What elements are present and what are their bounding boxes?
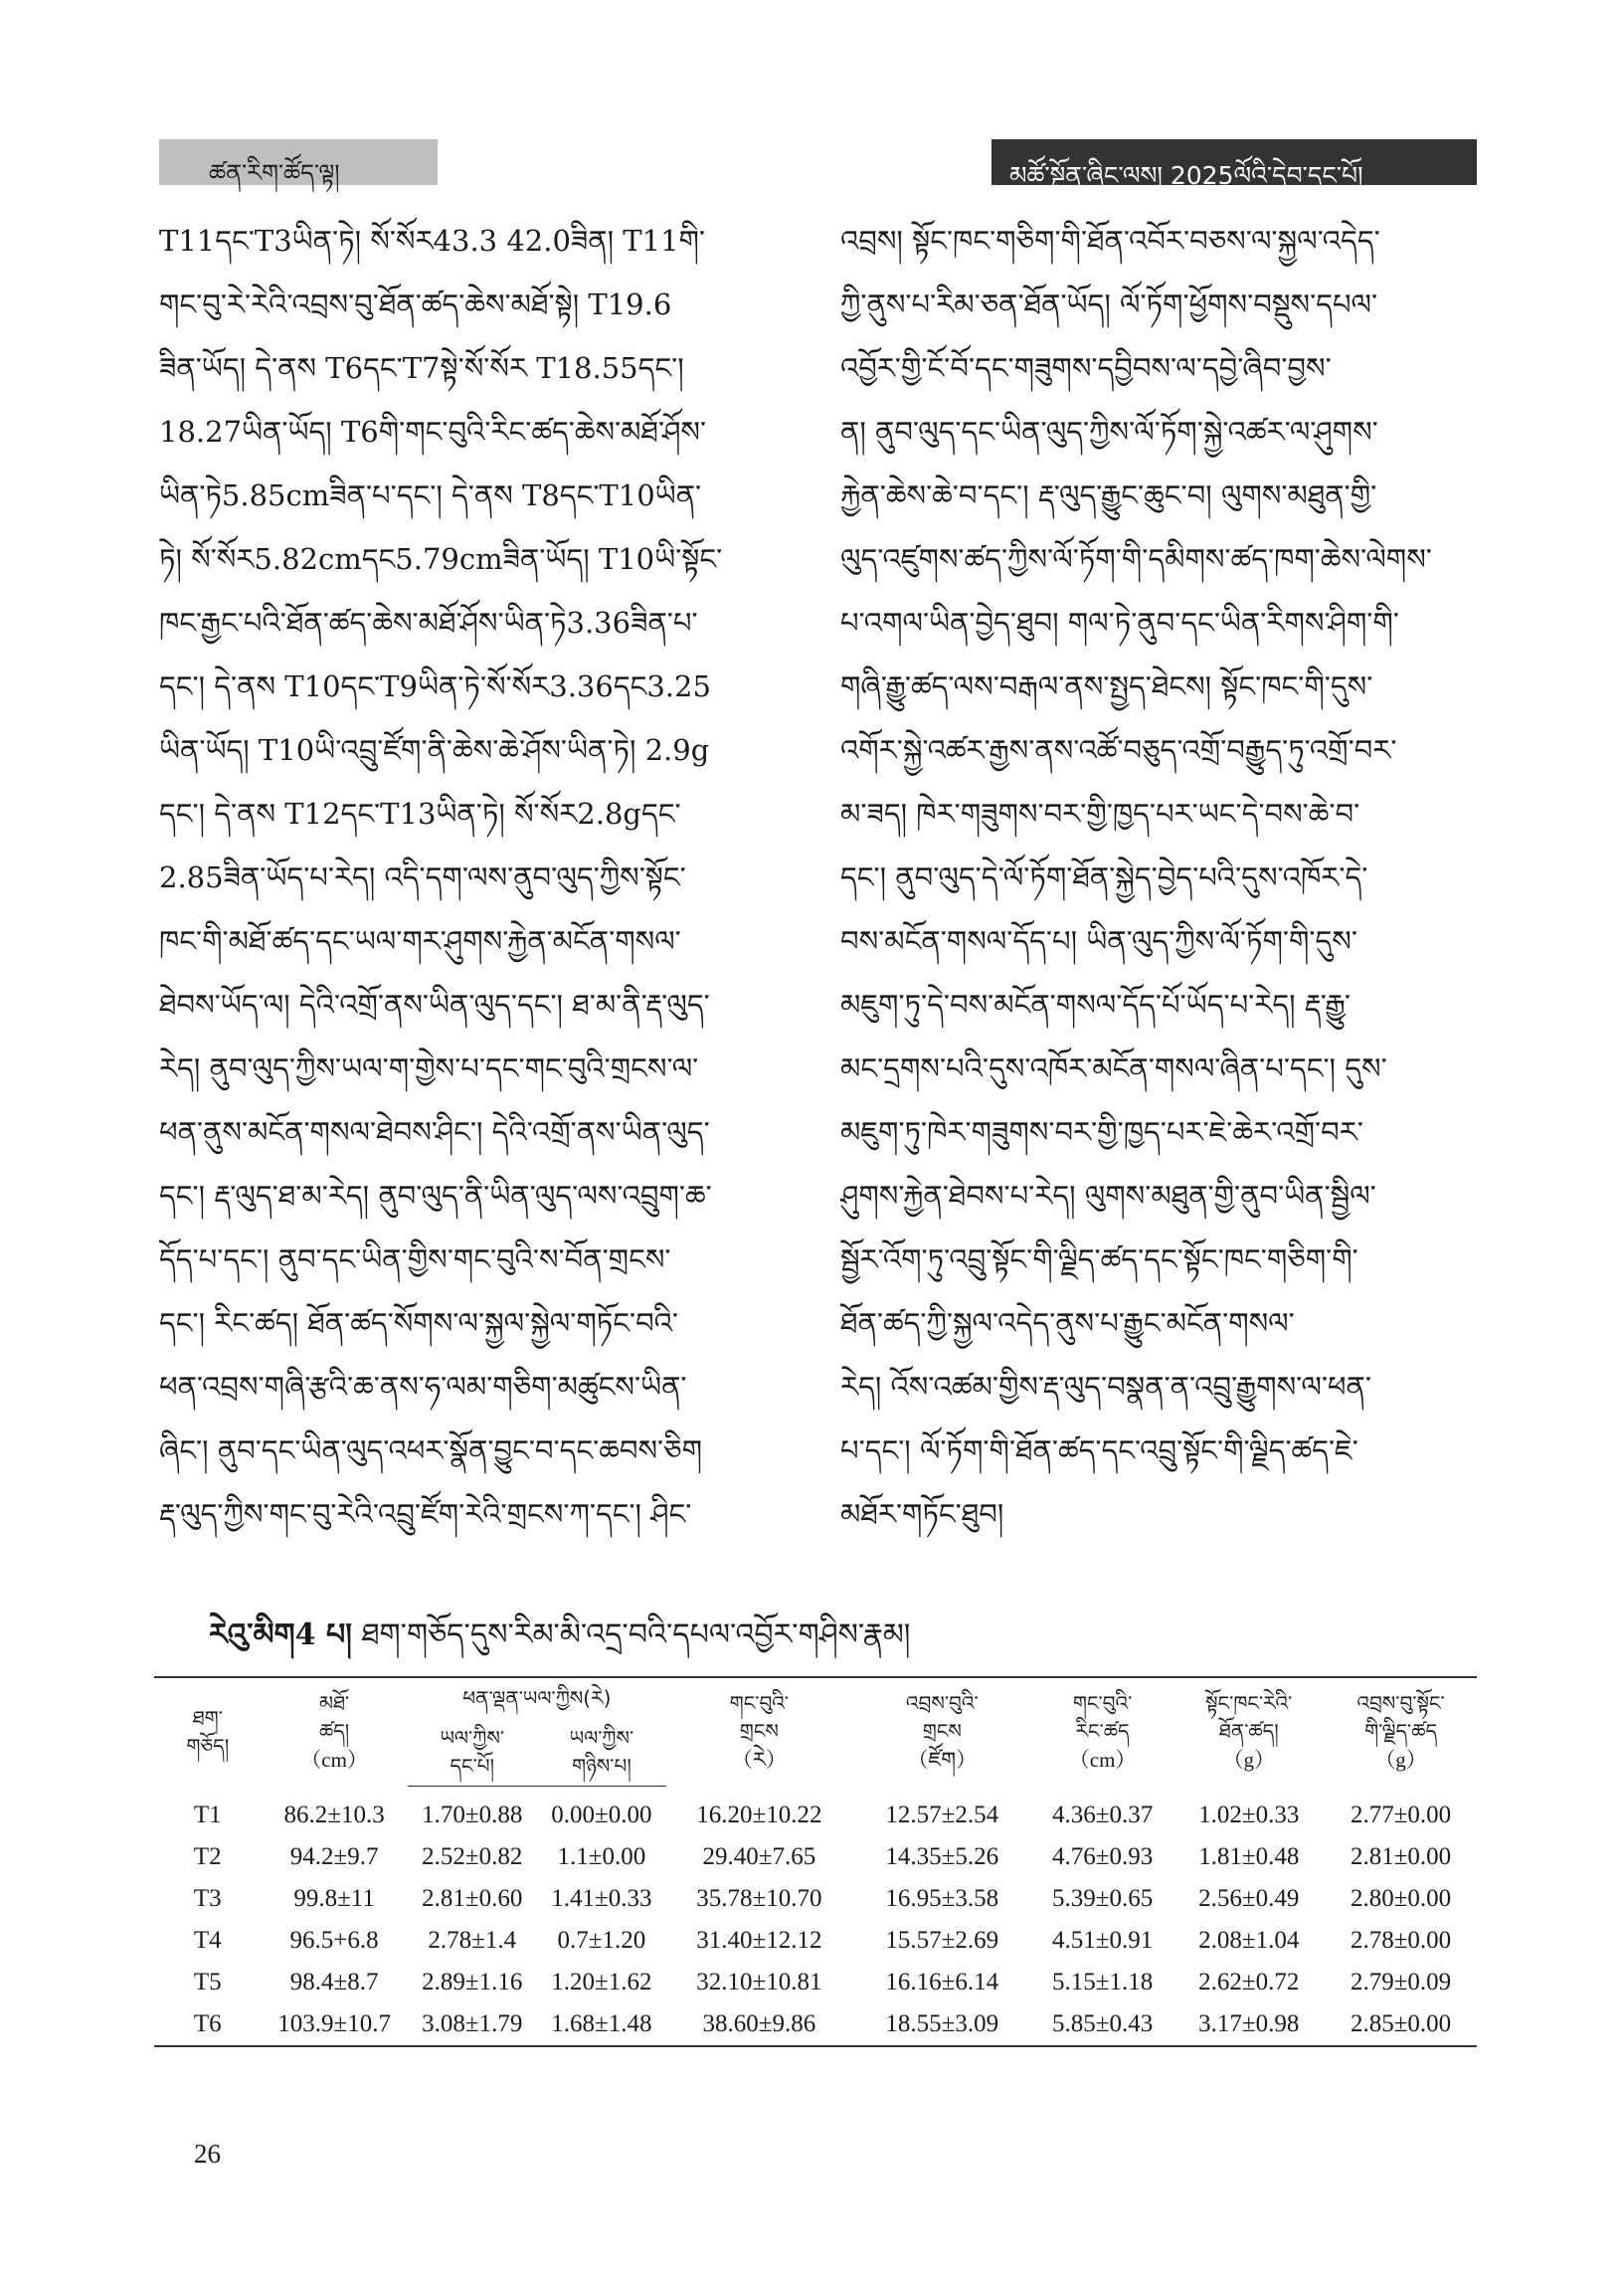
table-cell: 14.35±5.26	[885, 1843, 999, 1870]
text-line: ན། ནུབ་ལུད་དང་ཡིན་ལུད་ཀྱིས་ལོ་ཏོག་སྐྱེ་འཚར་ལ་ཤུགས་	[840, 415, 1378, 449]
table-row	[154, 1920, 1477, 1962]
text-line: ཟིན་ཡོད། དེ་ནས T6དང་T7སྟེ་སོ་སོར T18.55དང་།	[159, 351, 684, 385]
table-cell: 2.78±0.00	[1350, 1927, 1452, 1954]
text-line: མཇུག་ཏུ་དེ་བས་མངོན་གསལ་དོད་པོ་ཡོད་པ་རེད། རྡ་རྒྱུ་	[840, 988, 1351, 1022]
header-branch-secondary: ཡལ་ཀྱིས་ གཉིས་པ།	[537, 1718, 666, 1787]
table-cell: 5.15±1.18	[1051, 1969, 1154, 1995]
header-branch-primary: ཡལ་ཀྱིས་ དང་པོ།	[408, 1718, 537, 1787]
table-cell: 98.4±8.7	[289, 1969, 379, 1995]
table-cell: 2.81±0.60	[422, 1885, 523, 1912]
table-cell: 16.20±10.22	[696, 1801, 822, 1828]
table-cell: 3.08±1.79	[408, 2003, 537, 2046]
text-line: རེད། འོས་འཚམ་གྱིས་རྡ་ལུད་བསྣན་ན་འབྲུ་རྒྱུགས་ལ་ཕན་	[840, 1370, 1371, 1404]
text-line: མ་ཟད། ཁེར་གཟུགས་བར་གྱི་ཁྱད་པར་ཡང་དེ་བས་ཆེ་བ་	[840, 797, 1360, 831]
table-cell: 2.80±0.00	[1350, 1885, 1452, 1912]
text-line: 2.85ཟིན་ཡོད་པ་རེད། འདི་དག་ལས་ནུབ་ལུད་ཀྱིས་སྟོང་	[159, 860, 686, 894]
text-line: མཇུག་ཏུ་ཁེར་གཟུགས་བར་གྱི་ཁྱད་པར་ཇེ་ཆེར་འགྲོ་བར་	[840, 1115, 1363, 1149]
text-line: གང་བུ་རེ་རེའི་འབྲས་བུ་ཐོན་ཚད་ཆེས་མཐོ་སྟེ། T19.6	[159, 287, 672, 321]
header-weight: འབྲས་བུ་སྟོང་ གི་ལྗིད་ཚད （g）	[1325, 1677, 1477, 1787]
table-cell: 35.78±10.70	[696, 1885, 822, 1912]
text-line: ཕན་ནུས་མངོན་གསལ་ཐེབས་ཤིང་། དེའི་འགྲོ་ནས་ཡིན་ལུད་	[159, 1115, 710, 1149]
table-caption-label: རེའུ་མིག4 པ།	[209, 1617, 352, 1652]
text-line: པ་དང་། ལོ་ཏོག་གི་ཐོན་ཚད་དང་འབྲུ་སྟོང་གི་ལྗིད་ཚད་ཇེ་	[840, 1433, 1358, 1467]
table-cell: 1.68±1.48	[537, 2003, 666, 2046]
text-line: དང་། རིང་ཚད། ཐོན་ཚད་སོགས་ལ་སྐྱལ་སྐྱེལ་གཏོང་བའི་	[159, 1306, 679, 1340]
table-cell: T3	[193, 1885, 222, 1912]
table-cell: 86.2±10.3	[283, 1801, 385, 1828]
table-row	[154, 1878, 1477, 1920]
text-line: ཁང་གི་མཐོ་ཚད་དང་ཡལ་གར་ཤུགས་རྐྱེན་མངོན་གསལ་	[159, 924, 681, 958]
table-cell: 4.51±0.91	[1051, 1927, 1154, 1954]
table-cell: 5.85±0.43	[1032, 2003, 1173, 2046]
header-section-label	[159, 139, 438, 185]
text-line: དང་། རྡ་ལུད་ཐ་མ་རེད། ནུབ་ལུད་ནི་ཡིན་ལུད་ལས་འབྲུག་ཆ་	[159, 1179, 712, 1213]
text-line: འབྱོར་གྱི་ངོ་བོ་དང་གཟུགས་དབྱིབས་ལ་དབྱེ་ཞིབ་བྱས་	[840, 351, 1332, 385]
text-line: པ་འགལ་ཡིན་བྱེད་ཐུབ། གལ་ཏེ་ནུབ་དང་ཡིན་རིགས་ཤིག་གི་	[840, 606, 1399, 640]
text-line: ལུད་འཛུགས་ཚད་ཀྱིས་ལོ་ཏོག་གི་དམིགས་ཚད་ཁག་ཆེས་ལེགས་	[840, 542, 1432, 576]
text-line: དོད་པ་དང་། ནུབ་དང་ཡིན་གྱིས་གང་བུའི་ས་བོན་གྲངས་	[159, 1242, 671, 1276]
table-cell: 1.81±0.48	[1198, 1843, 1300, 1870]
text-line: ཞིང་། ནུབ་དང་ཡིན་ལུད་འཕར་སྣོན་བྱུང་བ་དང་ཆབས་ཅིག	[159, 1433, 702, 1467]
text-line: ཐོན་ཚད་ཀྱི་སྐྱལ་འདེད་ནུས་པ་རྒྱུང་མངོན་གསལ་	[840, 1306, 1295, 1340]
right-text-column	[840, 209, 1477, 1546]
left-text-column	[159, 209, 796, 1546]
table-caption	[209, 1602, 910, 1685]
table-cell: 1.41±0.33	[551, 1885, 652, 1912]
header-pod-length: གང་བུའི་ རིང་ཚད （cm）	[1032, 1677, 1173, 1787]
table-row	[154, 1787, 1477, 1837]
table-cell: 2.85±0.00	[1325, 2003, 1477, 2046]
page-number: 26	[194, 2139, 221, 2169]
text-line: རྡ་ལུད་ཀྱིས་གང་བུ་རེའི་འབྲུ་ཛོག་རེའི་གྲངས་ཀ་དང་། ཤིང་	[159, 1497, 692, 1531]
results-table	[154, 1676, 1477, 2047]
text-line: མཐོར་གཏོང་ཐུབ།	[840, 1497, 1004, 1531]
table-cell: 1.02±0.33	[1198, 1801, 1300, 1828]
header-branch-group: ཕན་ལྡན་ཡལ་ཀྱིས(རེ)	[408, 1677, 666, 1718]
header-left-text: ཚན་རིག་ཚོད་ལྟ།	[209, 159, 340, 187]
header-yield: སྟོང་ཁང་རེའི་ ཐོན་ཚད། （g）	[1173, 1677, 1325, 1787]
text-line: ཏེ། སོ་སོར5.82cmདང5.79cmཟིན་ཡོད། T10ཡི་སྟོང་	[159, 542, 723, 576]
table-cell: T6	[154, 2003, 262, 2046]
text-line: དང་། དེ་ནས T10དང་T9ཡིན་ཏེ་སོ་སོར3.36དང3.25	[159, 669, 711, 703]
text-line: གཞི་རྒྱུ་ཚད་ལས་བརྒལ་ནས་སྤྱད་ཐེངས། སྟོང་ཁང་གི་དུས་	[840, 669, 1373, 703]
table-cell: 2.08±1.04	[1198, 1927, 1300, 1954]
header-journal-label	[992, 139, 1477, 190]
table-cell: T1	[193, 1801, 222, 1828]
table-cell: 3.17±0.98	[1173, 2003, 1325, 2046]
table-cell: 99.8±11	[293, 1885, 375, 1912]
table-cell: 12.57±2.54	[885, 1801, 999, 1828]
table-cell: 2.52±0.82	[422, 1843, 523, 1870]
text-line: མང་དྲགས་པའི་དུས་འཁོར་མངོན་གསལ་ཞིན་པ་དང་། དུས་	[840, 1051, 1387, 1085]
table-row	[154, 2003, 1477, 2046]
text-line: བས་མངོན་གསལ་དོད་པ། ཡིན་ལུད་ཀྱིས་ལོ་ཏོག་གི་དུས་	[840, 924, 1357, 958]
text-line: སྦྱོར་འོག་ཏུ་འབྲུ་སྟོང་གི་ལྗིད་ཚད་དང་སྟོང་ཁང་གཅིག་གི་	[840, 1242, 1358, 1276]
text-line: རྐྱེན་ཆེས་ཆེ་བ་དང་། རྡ་ལུད་རྒྱུང་ཆུང་བ། ལུགས་མཐུན་གྱི་	[840, 478, 1377, 512]
text-line: T11དང་T3ཡིན་ཏེ། སོ་སོར43.3 42.0ཟིན། T11གི་	[159, 224, 706, 258]
table-row	[154, 1962, 1477, 2003]
table-cell: 32.10±10.81	[696, 1969, 822, 1995]
table-cell: 0.7±1.20	[557, 1927, 646, 1954]
header-treatment: ཐག་ གཅོད།	[154, 1677, 262, 1787]
table-cell: T4	[193, 1927, 222, 1954]
text-line: འབྲས། སྟོང་ཁང་གཅིག་གི་ཐོན་འབོར་བཅས་ལ་སྐྱལ་འདེད་	[840, 224, 1380, 258]
text-line: དང་། ནུབ་ལུད་དེ་ལོ་ཏོག་ཐོན་སྐྱེད་བྱེད་པའི་དུས་འཁོར་དེ་	[840, 860, 1368, 894]
table-cell: 29.40±7.65	[702, 1843, 816, 1870]
table-cell: 2.81±0.00	[1350, 1843, 1452, 1870]
text-line: འགོར་སྐྱེ་འཚར་རྒྱས་ནས་འཚོ་བཅུད་འགྲོ་བརྒྱུད་ཏུ་འགྲོ་བར་	[840, 733, 1397, 767]
table-cell: 15.57±2.69	[885, 1927, 999, 1954]
text-line: དང་། དེ་ནས T12དང་T13ཡིན་ཏེ། སོ་སོར2.8gདང་	[159, 797, 681, 831]
text-line: ཕན་འབྲས་གཞི་རྩའི་ཆ་ནས་ཧ་ལམ་གཅིག་མཚུངས་ཡིན་	[159, 1370, 687, 1404]
table-caption-text: ཐག་གཅོད་དུས་རིམ་མི་འདྲ་བའི་དཔལ་འབྱོར་གཤིས་རྣམ།	[361, 1617, 911, 1652]
table-cell: 4.76±0.93	[1051, 1843, 1154, 1870]
table-cell: 2.56±0.49	[1198, 1885, 1300, 1912]
table-cell: 31.40±12.12	[696, 1927, 822, 1954]
header-height: མཐོ་ ཚད། （cm）	[262, 1677, 408, 1787]
text-line: ཡིན་ཏེ5.85cmཟིན་པ་དང་། དེ་ནས T8དང་T10ཡིན་	[159, 478, 702, 512]
text-line: ཐེབས་ཡོད་ལ། དེའི་འགྲོ་ནས་ཡིན་ལུད་དང་། ཐ་མ་ནི་རྡ་ལུད་	[159, 988, 710, 1022]
table-cell: 16.16±6.14	[885, 1969, 999, 1995]
text-line: ཀྱི་ནུས་པ་རིམ་ཅན་ཐོན་ཡོད། ལོ་ཏོག་ཕྱོགས་བསྡུས་དཔལ་	[840, 287, 1378, 321]
table-cell: 0.00±0.00	[551, 1802, 652, 1828]
table-cell: 1.1±0.00	[557, 1843, 646, 1870]
table-cell: 103.9±10.7	[262, 2003, 408, 2046]
table-cell: 16.95±3.58	[885, 1885, 999, 1912]
text-line: རེད། ནུབ་ལུད་ཀྱིས་ཡལ་ག་གྱེས་པ་དང་གང་བུའི་གྲངས་ལ་	[159, 1051, 699, 1085]
table-cell: 38.60±9.86	[666, 2003, 852, 2046]
table-cell: 2.79±0.09	[1350, 1969, 1452, 1995]
table-cell: 5.39±0.65	[1051, 1885, 1154, 1912]
text-line: ཡིན་ཡོད། T10ཡི་འབྲུ་ཛོག་ནི་ཆེས་ཆེ་ཤོས་ཡིན་ཏེ། 2.9g	[159, 733, 710, 767]
table-cell: T2	[193, 1843, 222, 1870]
table-cell: 1.20±1.62	[551, 1969, 652, 1995]
table-cell: 2.78±1.4	[428, 1927, 517, 1954]
text-line: ཁང་རྒྱང་པའི་ཐོན་ཚད་ཆེས་མཐོ་ཤོས་ཡིན་ཏེ3.36ཟིན་པ་	[159, 606, 698, 640]
header-grains: འབྲས་བུའི་ གྲངས （ཛོག）	[852, 1677, 1032, 1787]
table-cell: 1.70±0.88	[422, 1802, 523, 1828]
table-cell: 96.5+6.8	[289, 1927, 379, 1954]
table-row	[154, 1836, 1477, 1878]
text-line: ཤུགས་རྐྱེན་ཐེབས་པ་རེད། ལུགས་མཐུན་གྱི་ནུབ་ཡིན་སྦྱིལ་	[840, 1179, 1376, 1213]
table-cell: 94.2±9.7	[289, 1843, 379, 1870]
table-cell: 2.77±0.00	[1350, 1801, 1452, 1828]
header-pods: གང་བུའི་ གྲངས （རེ）	[666, 1677, 852, 1787]
table-cell: 4.36±0.37	[1051, 1801, 1154, 1828]
table-cell: 2.62±0.72	[1198, 1969, 1300, 1995]
text-line: 18.27ཡིན་ཡོད། T6གི་གང་བུའི་རིང་ཚད་ཆེས་མཐོ་ཤོས་	[159, 415, 707, 449]
table-cell: T5	[193, 1969, 222, 1995]
header-right-text: མཚོ་སྔོན་ཞིང་ལས། 2025ལོའི་དེབ་དང་པོ།	[1009, 161, 1363, 190]
table-cell: 2.89±1.16	[422, 1969, 523, 1995]
table-cell: 18.55±3.09	[852, 2003, 1032, 2046]
